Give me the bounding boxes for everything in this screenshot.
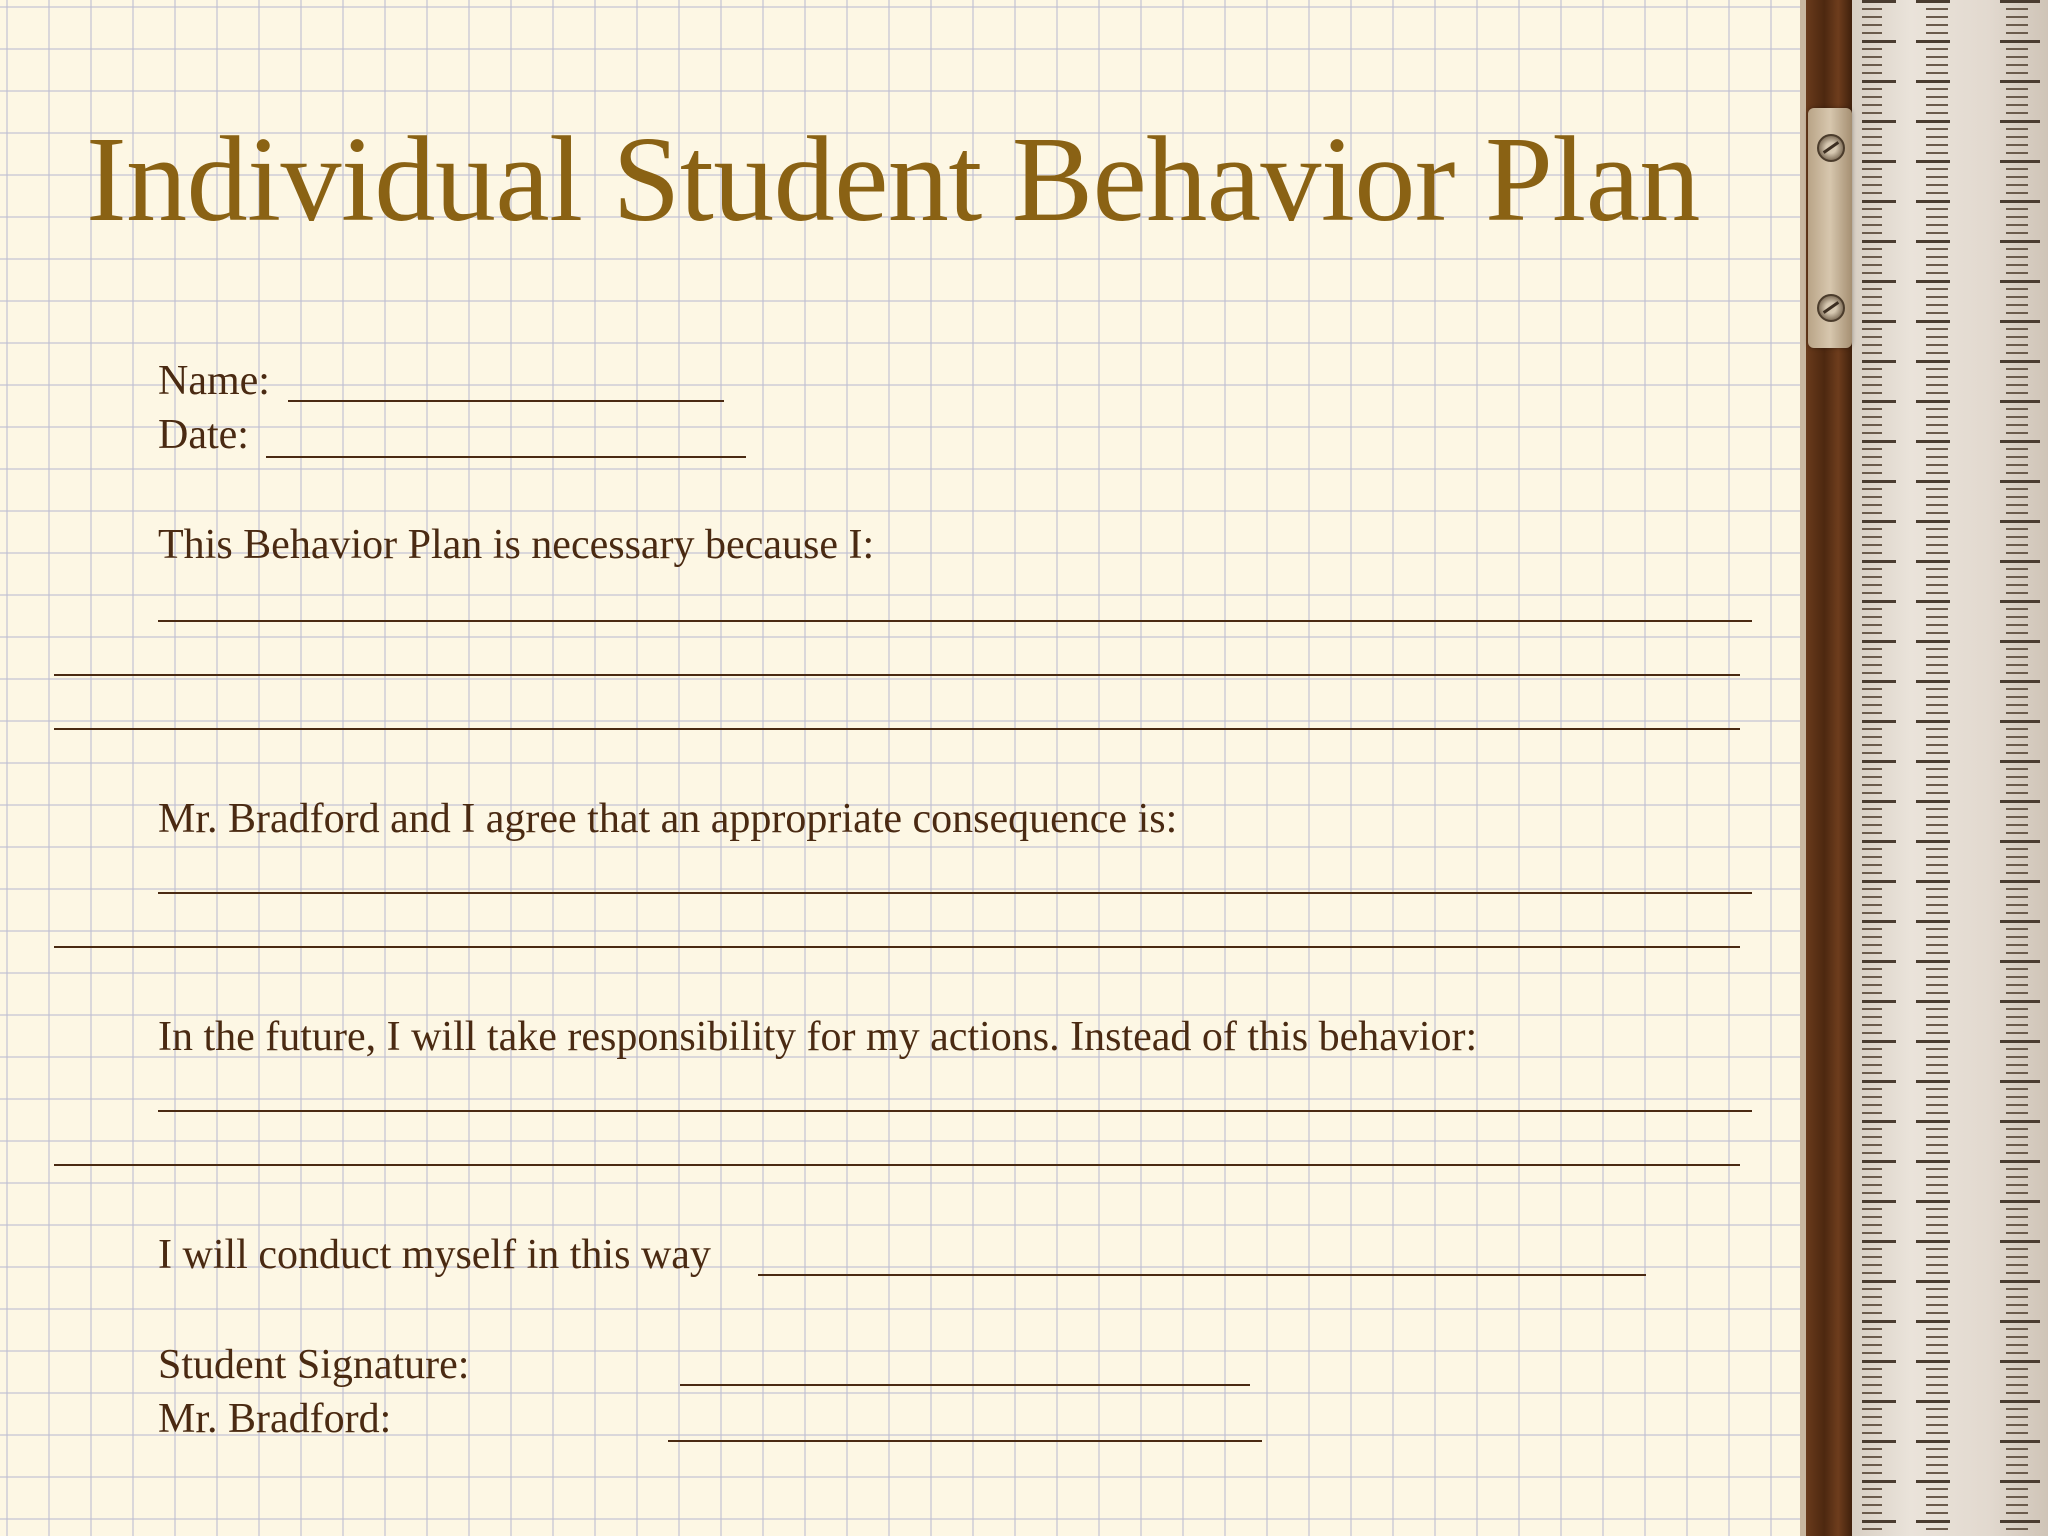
consequence-answer-line-1[interactable] (158, 892, 1752, 894)
future-answer-line-1[interactable] (158, 1110, 1752, 1112)
conduct-prompt: I will conduct myself in this way (158, 1232, 711, 1278)
conduct-answer-line[interactable] (758, 1274, 1646, 1276)
teacher-signature-field[interactable] (668, 1440, 1262, 1442)
student-signature-field[interactable] (680, 1384, 1250, 1386)
date-label: Date: (158, 412, 249, 458)
ruler-major-ticks-mid (1916, 0, 1950, 1536)
necessary-answer-line-3[interactable] (54, 728, 1740, 730)
name-field[interactable] (288, 400, 724, 402)
necessary-prompt: This Behavior Plan is necessary because I: (158, 522, 875, 568)
necessary-answer-line-1[interactable] (158, 620, 1752, 622)
page-title: Individual Student Behavior Plan (86, 112, 1700, 247)
necessary-answer-line-2[interactable] (54, 674, 1740, 676)
future-prompt: In the future, I will take responsibility for my actions. Instead of this behavior: (158, 1014, 1478, 1060)
future-answer-line-2[interactable] (54, 1164, 1740, 1166)
name-label: Name: (158, 358, 270, 404)
ruler-major-ticks-right (2000, 0, 2040, 1536)
consequence-answer-line-2[interactable] (54, 946, 1740, 948)
screw-icon (1817, 294, 1845, 322)
ruler-major-ticks-left (1862, 0, 1896, 1536)
date-field[interactable] (266, 456, 746, 458)
teacher-signature-label: Mr. Bradford: (158, 1396, 392, 1442)
screw-icon (1817, 134, 1845, 162)
student-signature-label: Student Signature: (158, 1342, 470, 1388)
consequence-prompt: Mr. Bradford and I agree that an appropriate consequence is: (158, 796, 1178, 842)
